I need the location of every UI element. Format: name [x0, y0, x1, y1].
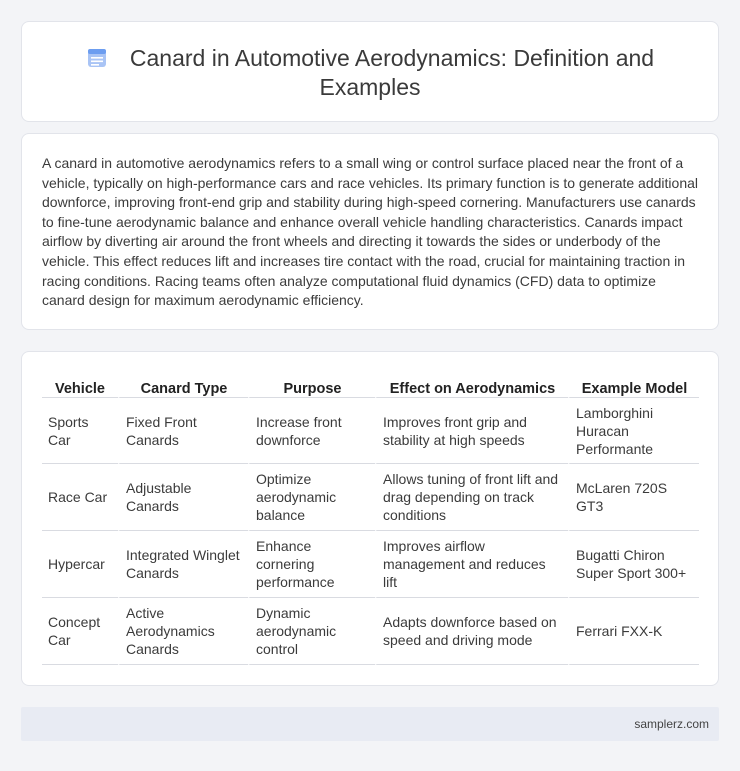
- cell-vehicle: Sports Car: [42, 398, 118, 464]
- cell-effect: Allows tuning of front lift and drag depending on track conditions: [375, 464, 568, 531]
- table-row: [42, 598, 699, 665]
- table-row: [42, 531, 699, 598]
- header-effect: Effect on Aerodynamics: [375, 372, 568, 398]
- cell-canard-type: Integrated Winglet Canards: [118, 531, 248, 598]
- document-icon: [86, 47, 108, 69]
- cell-purpose: Optimize aerodynamic balance: [248, 464, 375, 531]
- cell-purpose: Enhance cornering performance: [248, 531, 375, 598]
- cell-canard-type: Active Aerodynamics Canards: [118, 598, 248, 665]
- canard-table: [42, 372, 699, 665]
- page-title-container: [22, 44, 718, 102]
- cell-effect: Improves front grip and stability at high speeds: [375, 398, 568, 464]
- footer: [21, 707, 719, 741]
- cell-purpose: Increase front downforce: [248, 398, 375, 464]
- footer-site-link[interactable]: samplerz.com: [634, 717, 709, 731]
- cell-example-model: Lamborghini Huracan Performante: [568, 398, 699, 464]
- cell-effect: Adapts downforce based on speed and driving mode: [375, 598, 568, 665]
- table-header-row: [42, 372, 699, 398]
- cell-example-model: McLaren 720S GT3: [568, 464, 699, 531]
- cell-canard-type: Fixed Front Canards: [118, 398, 248, 464]
- cell-vehicle: Concept Car: [42, 598, 118, 665]
- header-example-model: Example Model: [568, 372, 699, 398]
- table-card: [21, 351, 719, 686]
- description-text: A canard in automotive aerodynamics refers to a small wing or control surface placed near the front of a vehicle, typically on high-performance cars and race vehicles. Its primary function is to generate additional downforce, improving front-end grip and stability during high-speed cornering. Manufacturers use canards to fine-tune aerodynamic balance and enhance overall vehicle handling characteristics. Canards impact airflow by diverting air around the front wheels and directing it towards the sides or underbody of the vehicle. This effect reduces lift and increases tire contact with the road, crucial for maintaining traction in racing conditions. Racing teams often analyze computational fluid dynamics (CFD) data to optimize canard design for maximum aerodynamic efficiency.: [42, 155, 698, 309]
- cell-example-model: Bugatti Chiron Super Sport 300+: [568, 531, 699, 598]
- title-card: [21, 21, 719, 122]
- table-row: [42, 464, 699, 531]
- header-canard-type: Canard Type: [118, 372, 248, 398]
- header-purpose: Purpose: [248, 372, 375, 398]
- header-vehicle: Vehicle: [42, 372, 118, 398]
- cell-example-model: Ferrari FXX-K: [568, 598, 699, 665]
- table-row: [42, 398, 699, 464]
- cell-canard-type: Adjustable Canards: [118, 464, 248, 531]
- cell-effect: Improves airflow management and reduces lift: [375, 531, 568, 598]
- cell-vehicle: Hypercar: [42, 531, 118, 598]
- page-title: Canard in Automotive Aerodynamics: Definition and Examples: [129, 45, 655, 100]
- cell-vehicle: Race Car: [42, 464, 118, 531]
- description-card: [21, 133, 719, 330]
- cell-purpose: Dynamic aerodynamic control: [248, 598, 375, 665]
